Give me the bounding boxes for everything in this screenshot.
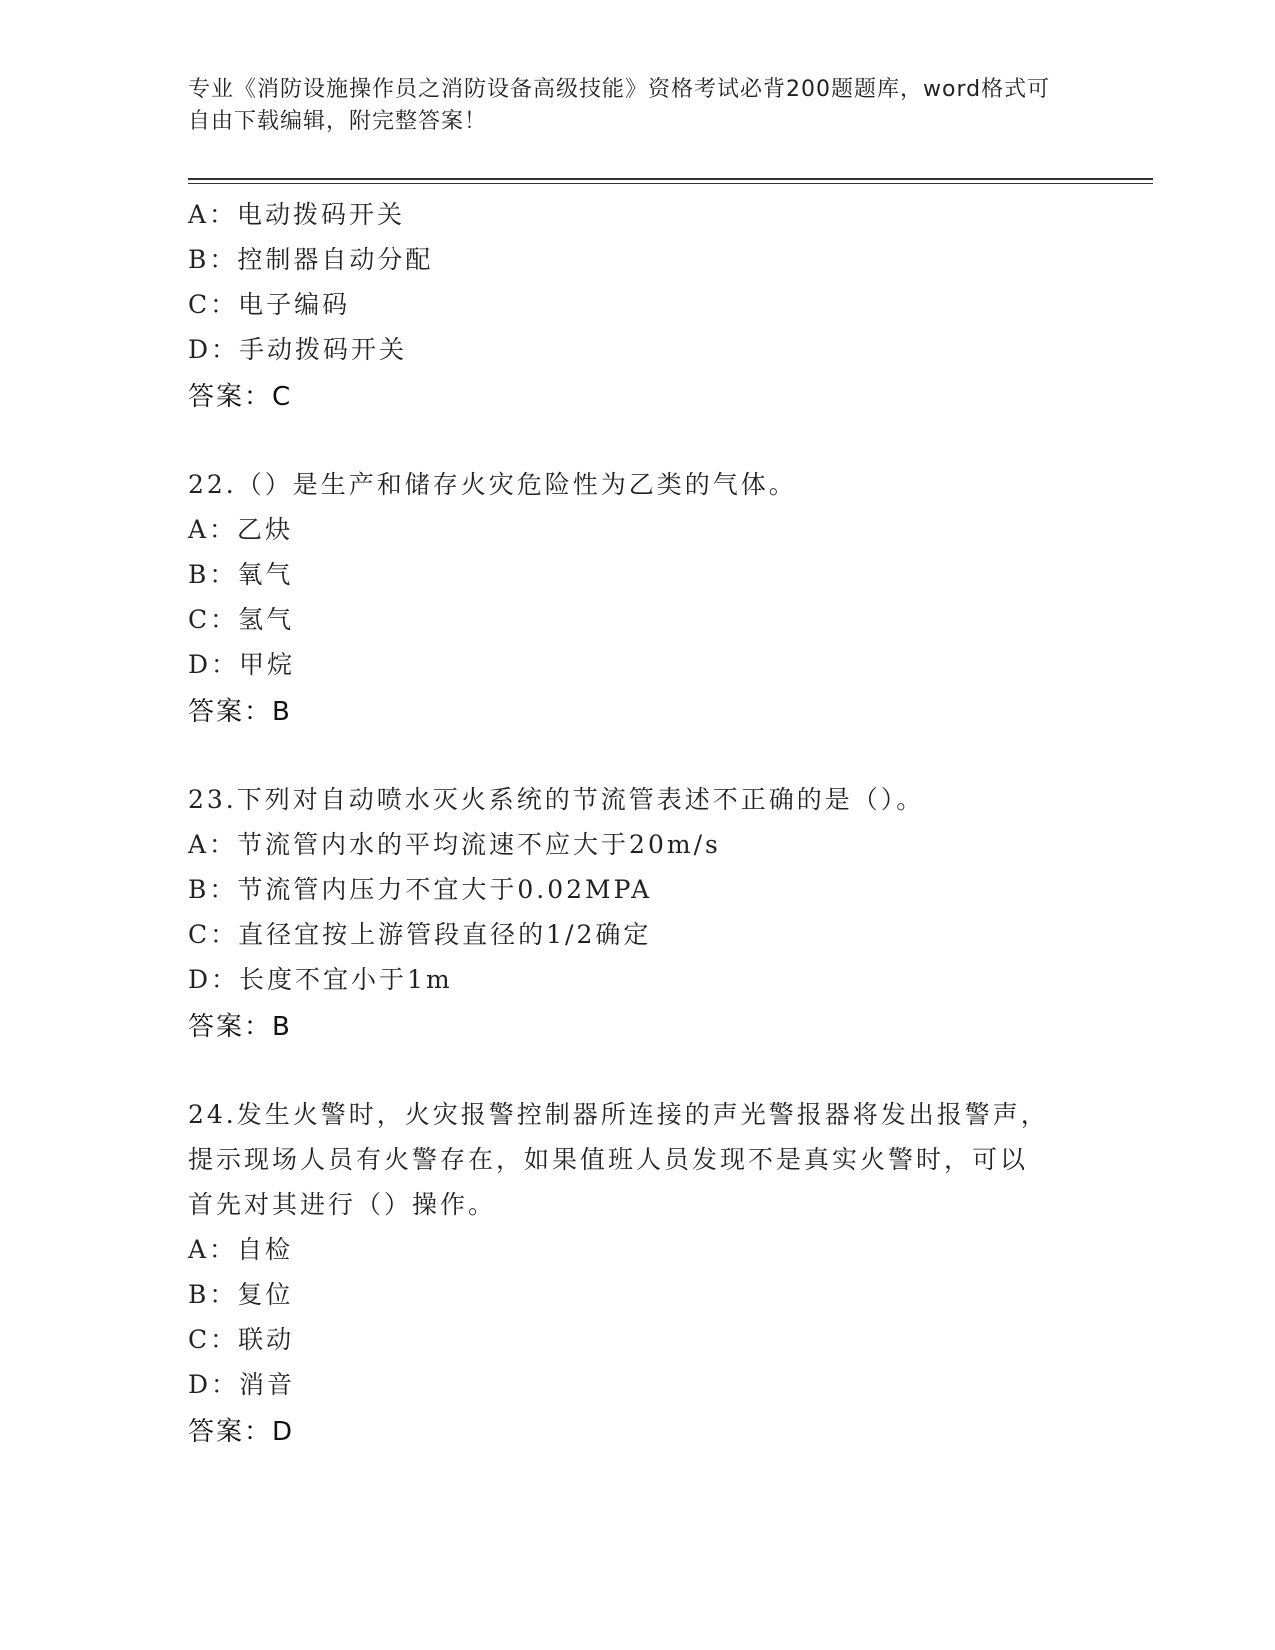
q21-answer: 答案：C: [188, 382, 293, 412]
header-rule-thick: [188, 178, 1153, 180]
q22-option-c: C：氢气: [188, 605, 295, 634]
q22-option-b: B：氧气: [188, 560, 294, 589]
q24-answer: 答案：D: [188, 1417, 295, 1447]
header-rule-thin: [188, 183, 1153, 184]
q23-question: 23.下列对自动喷水灭火系统的节流管表述不正确的是（）。: [188, 785, 925, 814]
q24-question-line-1: 24.发生火警时，火灾报警控制器所连接的声光警报器将发出报警声，: [188, 1100, 1049, 1129]
q21-option-d: D：手动拨码开关: [188, 335, 408, 364]
q22-question: 22.（）是生产和储存火灾危险性为乙类的气体。: [188, 470, 797, 499]
q22-option-a: A：乙炔: [188, 515, 294, 544]
q24-question-line-2: 提示现场人员有火警存在，如果值班人员发现不是真实火警时，可以: [188, 1145, 1029, 1174]
document-header: 专业《消防设施操作员之消防设备高级技能》资格考试必背200题题库，word格式可自由下载编辑，附完整答案！: [188, 77, 1051, 134]
q24-option-c: C：联动: [188, 1325, 295, 1354]
q24-option-b: B：复位: [188, 1280, 294, 1309]
q21-option-b: B：控制器自动分配: [188, 245, 434, 274]
q24-question-line-3: 首先对其进行（）操作。: [188, 1190, 497, 1219]
q23-answer: 答案：B: [188, 1012, 292, 1042]
q24-option-a: A：自检: [188, 1235, 294, 1264]
q23-option-d: D：长度不宜小于1m: [188, 965, 453, 994]
q23-option-c: C：直径宜按上游管段直径的1/2确定: [188, 920, 652, 949]
q22-option-d: D：甲烷: [188, 650, 296, 679]
q22-answer: 答案：B: [188, 697, 292, 727]
q21-option-c: C：电子编码: [188, 290, 351, 319]
q21-option-a: A：电动拨码开关: [188, 200, 406, 229]
q23-option-a: A：节流管内水的平均流速不应大于20m/s: [188, 830, 721, 859]
q24-option-d: D：消音: [188, 1370, 296, 1399]
q23-option-b: B：节流管内压力不宜大于0.02MPA: [188, 875, 653, 904]
